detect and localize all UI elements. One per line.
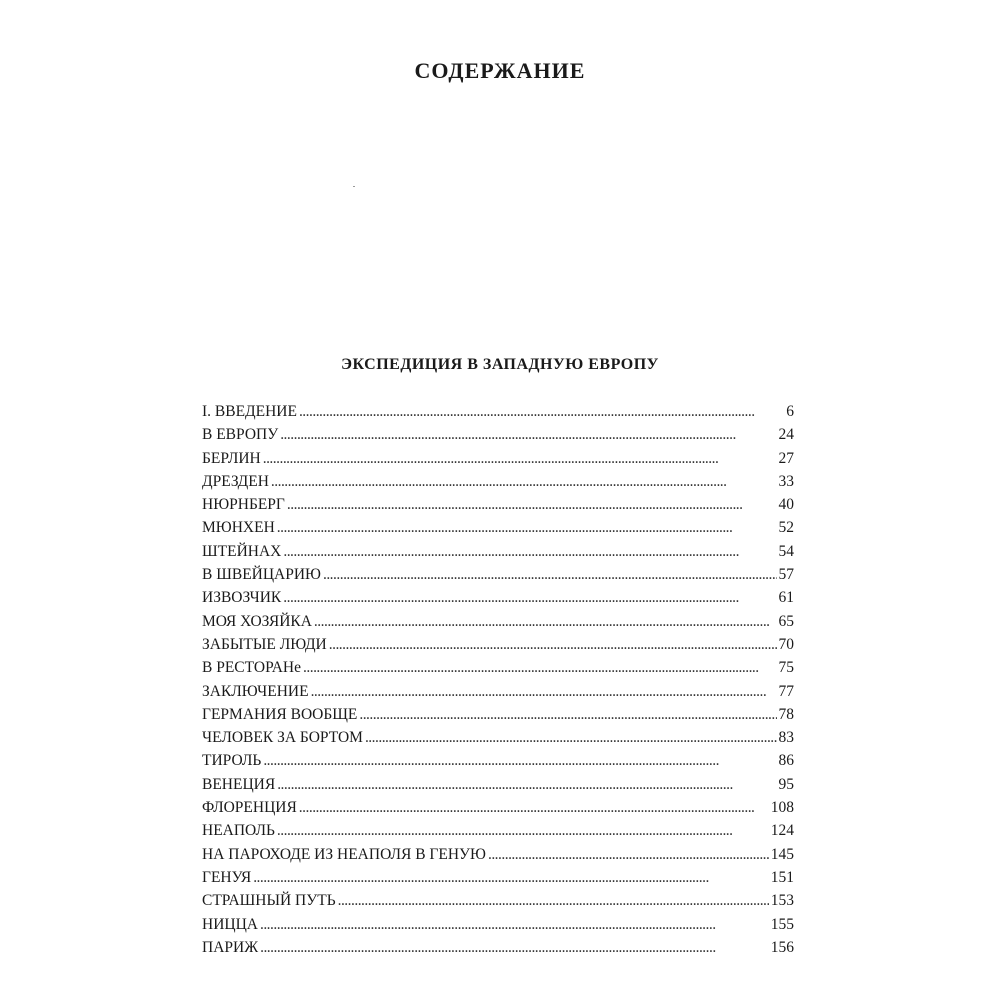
toc-entry-page-number: 57 — [778, 566, 794, 584]
toc-entry-page-number: 124 — [770, 822, 794, 840]
toc-entry — [202, 633, 794, 656]
toc-entry-page-number: 52 — [778, 519, 794, 537]
toc-entry-page-number: 27 — [778, 449, 794, 467]
toc-entry — [202, 586, 794, 609]
toc-dot-leader — [260, 913, 769, 936]
toc-entry-label: ФЛОРЕНЦИЯ — [202, 799, 297, 817]
toc-entry-page-number: 156 — [770, 938, 794, 956]
table-of-contents — [202, 400, 794, 959]
toc-entry-page-number: 83 — [778, 729, 794, 747]
toc-entry-page-number: 151 — [770, 868, 794, 886]
toc-entry-page-number: 86 — [778, 752, 794, 770]
toc-dot-leader — [329, 633, 777, 656]
toc-entry-label: ИЗВОЗЧИК — [202, 589, 282, 607]
toc-entry-label: ЗАБЫТЫЕ ЛЮДИ — [202, 635, 327, 653]
toc-entry — [202, 516, 794, 539]
toc-dot-leader — [311, 680, 777, 703]
toc-dot-leader — [323, 563, 777, 586]
toc-entry-label: В ШВЕЙЦАРИЮ — [202, 566, 321, 584]
toc-entry-page-number: 108 — [770, 799, 794, 817]
toc-entry-label: ЗАКЛЮЧЕНИЕ — [202, 682, 309, 700]
toc-entry — [202, 493, 794, 516]
toc-dot-leader — [299, 400, 784, 423]
toc-dot-leader — [263, 447, 777, 470]
toc-entry-label: МОЯ ХОЗЯЙКА — [202, 612, 312, 630]
toc-dot-leader — [314, 610, 777, 633]
toc-entry-page-number: 95 — [778, 775, 794, 793]
toc-entry-page-number: 145 — [770, 845, 794, 863]
toc-entry-label: I. ВВЕДЕНИЕ — [202, 403, 297, 420]
toc-entry — [202, 796, 794, 819]
toc-entry — [202, 749, 794, 772]
toc-entry-label: В РЕСТОРАНе — [202, 659, 302, 677]
toc-dot-leader — [277, 773, 776, 796]
print-speck — [353, 186, 355, 187]
toc-entry — [202, 726, 794, 749]
toc-entry — [202, 563, 794, 586]
toc-entry — [202, 773, 794, 796]
toc-entry-label: СТРАШНЫЙ ПУТЬ — [202, 892, 336, 910]
toc-entry — [202, 936, 794, 959]
toc-entry — [202, 400, 794, 423]
toc-entry-page-number: 61 — [778, 589, 794, 607]
toc-entry — [202, 913, 794, 936]
page-title: СОДЕРЖАНИЕ — [414, 58, 586, 83]
toc-entry-label: ВЕНЕЦИЯ — [202, 775, 276, 793]
toc-entry-page-number: 75 — [778, 659, 794, 677]
toc-entry-label: НЮРНБЕРГ — [202, 496, 285, 514]
toc-entry-label: НА ПАРОХОДЕ ИЗ НЕАПОЛЯ В ГЕНУЮ — [202, 845, 486, 863]
toc-entry-page-number: 65 — [778, 612, 794, 630]
toc-dot-leader — [283, 540, 776, 563]
toc-entry-label: ДРЕЗДЕН — [202, 472, 269, 490]
toc-entry — [202, 843, 794, 866]
toc-entry-label: НИЦЦА — [202, 915, 258, 933]
toc-dot-leader — [488, 843, 769, 866]
toc-entry-page-number: 77 — [778, 682, 794, 700]
toc-entry — [202, 656, 794, 679]
toc-entry — [202, 819, 794, 842]
toc-entry-label: ГЕРМАНИЯ ВООБЩЕ — [202, 705, 358, 723]
toc-entry-label: БЕРЛИН — [202, 449, 261, 467]
toc-entry-page-number: 78 — [778, 705, 794, 723]
toc-entry-page-number: 40 — [778, 496, 794, 514]
toc-entry-page-number: 54 — [778, 542, 794, 560]
toc-dot-leader — [365, 726, 777, 749]
toc-dot-leader — [287, 493, 777, 516]
toc-entry-page-number: 6 — [786, 403, 794, 420]
toc-entry-page-number: 24 — [778, 426, 794, 444]
toc-entry — [202, 540, 794, 563]
toc-dot-leader — [338, 889, 769, 912]
toc-dot-leader — [253, 866, 769, 889]
section-title: ЭКСПЕДИЦИЯ В ЗАПАДНУЮ ЕВРОПУ — [341, 356, 659, 373]
toc-dot-leader — [260, 936, 769, 959]
toc-entry — [202, 889, 794, 912]
toc-dot-leader — [277, 516, 777, 539]
toc-entry-label: ШТЕЙНАХ — [202, 542, 282, 560]
toc-dot-leader — [303, 656, 776, 679]
toc-dot-leader — [271, 470, 777, 493]
toc-entry — [202, 866, 794, 889]
toc-dot-leader — [280, 423, 776, 446]
toc-entry — [202, 610, 794, 633]
toc-dot-leader — [359, 703, 776, 726]
toc-dot-leader — [299, 796, 769, 819]
toc-entry-label: ЧЕЛОВЕК ЗА БОРТОМ — [202, 729, 363, 747]
toc-dot-leader — [283, 586, 776, 609]
toc-entry-label: НЕАПОЛЬ — [202, 822, 275, 840]
toc-entry — [202, 470, 794, 493]
toc-entry — [202, 447, 794, 470]
toc-dot-leader — [263, 749, 776, 772]
toc-entry-page-number: 153 — [770, 892, 794, 910]
toc-entry — [202, 680, 794, 703]
toc-entry-page-number: 70 — [778, 635, 794, 653]
toc-entry — [202, 703, 794, 726]
toc-entry-label: В ЕВРОПУ — [202, 426, 279, 444]
toc-entry-label: ПАРИЖ — [202, 938, 259, 956]
toc-entry-label: ГЕНУЯ — [202, 868, 252, 886]
toc-dot-leader — [277, 819, 769, 842]
toc-entry-page-number: 155 — [770, 915, 794, 933]
toc-entry-label: МЮНХЕН — [202, 519, 275, 537]
toc-entry — [202, 423, 794, 446]
toc-entry-label: ТИРОЛЬ — [202, 752, 262, 770]
toc-entry-page-number: 33 — [778, 472, 794, 490]
